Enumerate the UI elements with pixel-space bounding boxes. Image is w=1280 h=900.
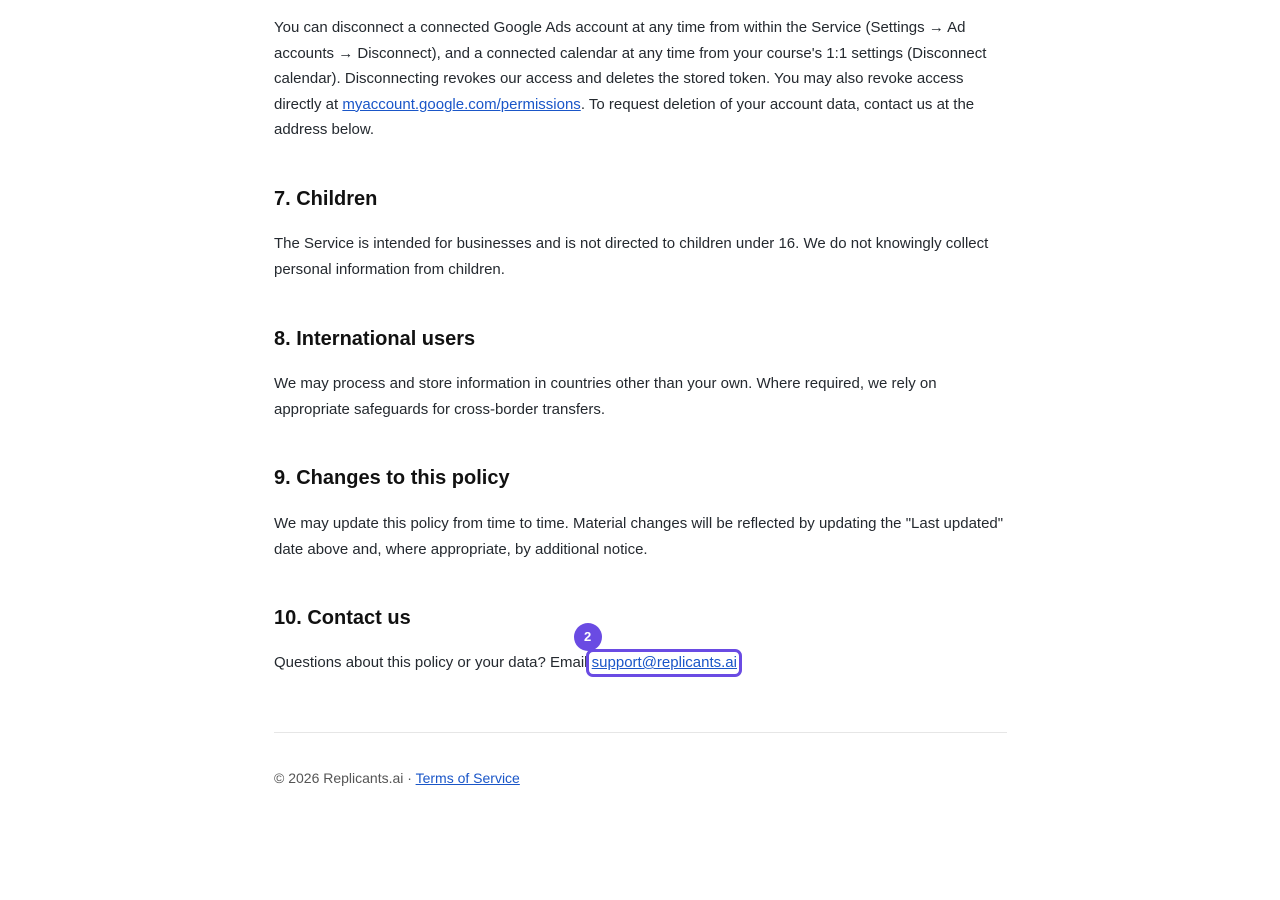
policy-changes-heading: 9. Changes to this policy [274, 467, 510, 489]
international-users-heading: 8. International users [274, 328, 476, 350]
disconnect-text-before: You can disconnect a connected Google Ads account at any time from within the Service (Settings → Ad accounts → Disconnect), and a connected calendar at any time from your course's 1:1 settings (Disconnect calendar). Disconnecting revokes our access and deletes the stored token. You may also revoke access directly at [274, 19, 987, 113]
support-email-link[interactable]: support@replicants.ai [591, 654, 737, 671]
google-permissions-link[interactable]: myaccount.google.com/permissions [342, 95, 581, 113]
footer-copyright: © 2026 Replicants.ai · [274, 770, 416, 786]
element-marker-badge: 2 [574, 623, 602, 651]
disconnect-text-after: . To request deletion of your account data, contact us at the address below. [274, 95, 975, 139]
page-footer [274, 769, 520, 787]
policy-changes-paragraph: We may update this policy from time to time. Material changes will be reflected by updating the "Last updated" date above and, where appropriate, by additional notice. [274, 515, 1004, 558]
terms-of-service-link[interactable]: Terms of Service [415, 770, 520, 786]
contact-heading: 10. Contact us [274, 607, 411, 629]
support-email-wrapper [584, 629, 737, 676]
contact-text: Questions about this policy or your data? Email [274, 654, 592, 671]
contact-paragraph [274, 629, 1007, 676]
children-paragraph: The Service is intended for businesses and is not directed to children under 16. We do not knowingly collect personal information from children. [274, 235, 989, 278]
footer-divider [274, 732, 1007, 733]
international-users-paragraph: We may process and store information in countries other than your own. Where required, we rely on appropriate safeguards for cross-border transfers. [274, 375, 937, 418]
disconnect-paragraph [274, 15, 1007, 143]
children-heading: 7. Children [274, 188, 378, 210]
